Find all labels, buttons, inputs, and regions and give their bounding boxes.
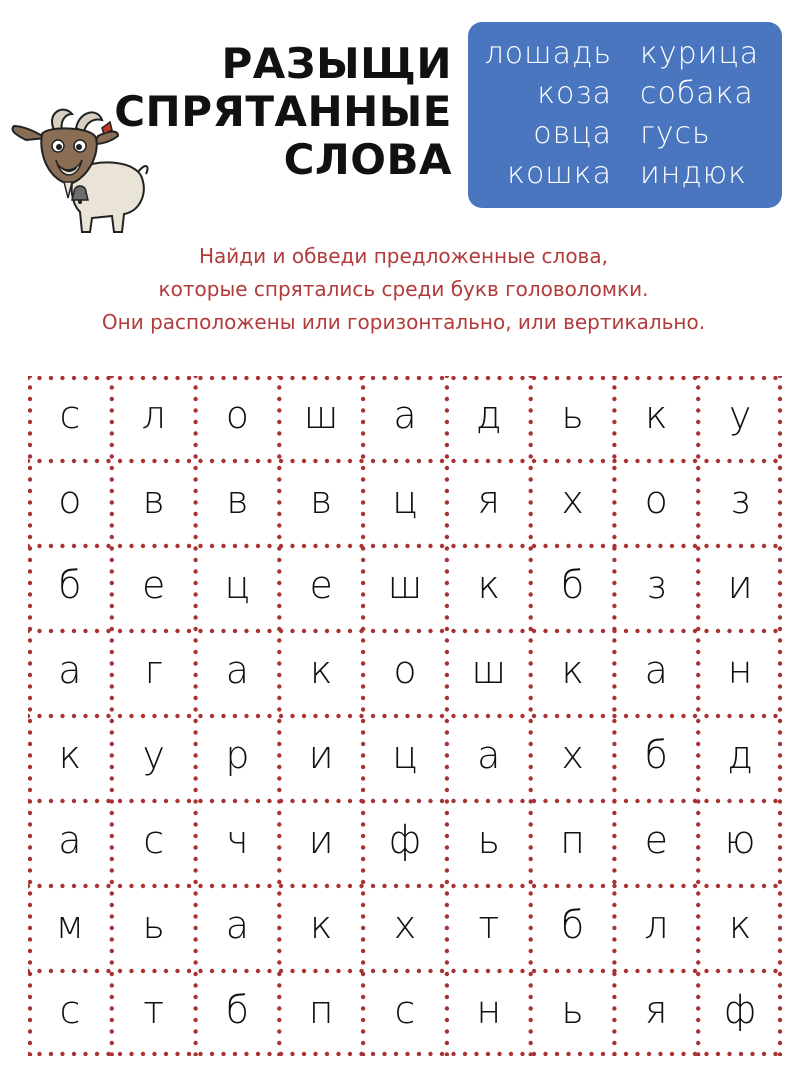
grid-dot — [778, 1052, 782, 1056]
word-item: кошка — [507, 156, 612, 191]
grid-dot — [198, 1052, 202, 1056]
grid-letter-cell[interactable]: л — [141, 392, 166, 437]
grid-letter-cell[interactable]: м — [55, 902, 85, 947]
grid-letter-cell[interactable]: ь — [561, 392, 584, 437]
grid-dot — [210, 1052, 214, 1056]
grid-letter-cell[interactable]: б — [560, 902, 585, 947]
grid-dot — [193, 1052, 197, 1056]
word-list-right-column — [640, 34, 759, 194]
grid-dot — [325, 1052, 329, 1056]
grid-letter-cell[interactable]: ч — [226, 817, 249, 862]
instruction-line-3: Они расположены или горизонтально, или вертикально. — [101, 310, 706, 334]
grid-dot — [543, 1052, 547, 1056]
grid-dot — [727, 1052, 731, 1056]
grid-letter-cell[interactable]: е — [309, 562, 333, 607]
grid-dot — [290, 1052, 294, 1056]
grid-dot — [49, 1052, 53, 1056]
grid-dot — [361, 454, 365, 458]
grid-letter-cell[interactable]: б — [560, 562, 585, 607]
grid-dot — [141, 1052, 145, 1056]
grid-dot — [28, 454, 32, 458]
word-item: овца — [533, 116, 612, 151]
grid-letter-cell[interactable]: х — [393, 902, 417, 947]
grid-letter-cell[interactable]: у — [728, 392, 752, 437]
grid-letter-cell[interactable]: к — [645, 392, 668, 437]
grid-dot — [348, 1052, 352, 1056]
grid-letter-cell[interactable]: т — [478, 902, 500, 947]
grid-letter-cell[interactable]: к — [309, 647, 333, 692]
grid-letter-cell[interactable]: д — [475, 392, 502, 437]
grid-dot — [233, 1052, 237, 1056]
grid-dot — [277, 454, 281, 458]
instruction-line-1: Найди и обведи предложенные слова, — [199, 244, 608, 268]
grid-dot — [716, 1052, 720, 1056]
grid-letter-cell[interactable]: а — [225, 647, 250, 692]
grid-dot — [428, 1052, 432, 1056]
grid-letter-cell[interactable]: к — [728, 902, 752, 947]
grid-dot — [612, 454, 616, 458]
grid-letter-cell[interactable]: у — [142, 732, 165, 777]
grid-letter-cell[interactable]: б — [58, 562, 82, 607]
grid-dot — [371, 1052, 375, 1056]
grid-letter-cell[interactable]: и — [308, 732, 334, 777]
grid-dot — [647, 1052, 651, 1056]
grid-letter-cell[interactable]: я — [645, 987, 668, 1032]
grid-letter-cell[interactable]: н — [727, 647, 753, 692]
grid-letter-cell[interactable]: ю — [724, 817, 756, 862]
grid-letter-cell[interactable]: з — [646, 562, 667, 607]
grid-dot — [762, 1052, 766, 1056]
grid-dot — [110, 454, 114, 458]
grid-dot — [129, 1052, 133, 1056]
word-item: курица — [640, 36, 760, 71]
header — [0, 0, 807, 235]
grid-letter-cell[interactable]: л — [644, 902, 669, 947]
word-list-box — [468, 22, 782, 208]
grid-letter-cell[interactable]: г — [144, 647, 164, 692]
grid-letter-cell[interactable]: ц — [392, 732, 418, 777]
grid-letter-cell[interactable]: ц — [392, 477, 418, 522]
grid-dot — [37, 1052, 41, 1056]
grid-dot — [405, 1052, 409, 1056]
grid-letter-cell[interactable]: я — [477, 477, 501, 522]
grid-letter-cell[interactable]: а — [477, 732, 501, 777]
grid-letter-cell[interactable]: х — [561, 732, 584, 777]
grid-dot — [187, 1052, 191, 1056]
grid-dot — [778, 454, 782, 458]
grid-letter-cell[interactable]: е — [141, 562, 166, 607]
grid-dot — [658, 1052, 662, 1056]
grid-letter-cell[interactable]: ь — [477, 817, 500, 862]
grid-dot — [601, 1052, 605, 1056]
grid-letter-cell[interactable]: к — [309, 902, 333, 947]
grid-dot — [221, 1052, 225, 1056]
grid-letter-cell[interactable]: т — [143, 987, 165, 1032]
word-item: собака — [640, 76, 754, 111]
grid-letter-cell[interactable]: и — [308, 817, 334, 862]
grid-dot — [302, 1052, 306, 1056]
grid-letter-cell[interactable]: а — [58, 647, 82, 692]
word-list-left-column — [485, 34, 612, 194]
grid-dot — [244, 1052, 248, 1056]
grid-letter-cell[interactable]: х — [561, 477, 584, 522]
word-item: коза — [537, 76, 612, 111]
grid-dot — [773, 1052, 777, 1056]
word-item: индюк — [640, 156, 747, 191]
grid-letter-cell[interactable]: а — [225, 902, 250, 947]
grid-dot — [635, 1052, 639, 1056]
instruction-line-2: которые спрятались среди букв головоломки. — [158, 277, 649, 301]
grid-dot — [336, 1052, 340, 1056]
grid-letter-cell[interactable]: в — [310, 477, 333, 522]
title-line-2: СПРЯТАННЫЕ — [114, 87, 452, 136]
grid-dot — [681, 1052, 685, 1056]
grid-letter-cell[interactable]: ш — [387, 562, 423, 607]
grid-letter-cell[interactable]: о — [225, 392, 250, 437]
grid-dot — [497, 1052, 501, 1056]
grid-letter-cell[interactable]: к — [58, 732, 82, 777]
page-title — [72, 40, 452, 184]
grid-dot — [566, 1052, 570, 1056]
grid-dot — [83, 1052, 87, 1056]
grid-dot — [451, 1052, 455, 1056]
grid-dot — [696, 454, 700, 458]
grid-letter-cell[interactable]: к — [477, 562, 501, 607]
grid-letter-cell[interactable]: о — [58, 477, 82, 522]
grid-dot — [624, 1052, 628, 1056]
grid-dot — [394, 1052, 398, 1056]
grid-letter-cell[interactable]: о — [644, 477, 668, 522]
grid-letter-cell[interactable]: ц — [224, 562, 251, 607]
grid-letter-cell[interactable]: с — [394, 987, 416, 1032]
grid-letter-cell[interactable]: з — [729, 477, 751, 522]
grid-letter-cell[interactable]: ш — [471, 647, 507, 692]
grid-dot — [417, 1052, 421, 1056]
grid-dot — [164, 1052, 168, 1056]
grid-letter-cell[interactable]: ь — [561, 987, 584, 1032]
grid-letter-cell[interactable]: а — [393, 392, 417, 437]
grid-dot — [118, 1052, 122, 1056]
grid-letter-cell[interactable]: с — [59, 392, 81, 437]
grid-letter-cell[interactable]: ф — [388, 817, 422, 862]
grid-letter-cell[interactable]: с — [59, 987, 81, 1032]
letter-grid — [28, 376, 782, 1056]
grid-dot — [589, 1052, 593, 1056]
grid-dot — [60, 1052, 64, 1056]
grid-dot — [445, 454, 449, 458]
grid-letter-cell[interactable]: б — [644, 732, 668, 777]
grid-letter-cell[interactable]: а — [58, 817, 82, 862]
grid-dot — [474, 1052, 478, 1056]
grid-dot — [509, 1052, 513, 1056]
grid-letter-cell[interactable]: р — [225, 732, 250, 777]
title-line-1: РАЗЫЩИ — [221, 39, 452, 88]
grid-dot — [486, 1052, 490, 1056]
grid-dot — [72, 1052, 76, 1056]
grid-letter-cell[interactable]: в — [226, 477, 249, 522]
grid-dot — [28, 1052, 32, 1056]
grid-letter-cell[interactable]: с — [143, 817, 165, 862]
grid-letter-cell[interactable]: и — [727, 562, 753, 607]
grid-dot — [382, 1052, 386, 1056]
grid-dot — [529, 454, 533, 458]
grid-letter-cell[interactable]: ь — [142, 902, 165, 947]
grid-letter-cell[interactable]: д — [727, 732, 753, 777]
grid-dot — [445, 1052, 449, 1056]
grid-dot — [440, 1052, 444, 1056]
grid-letter-cell[interactable]: о — [393, 647, 417, 692]
grid-dot — [704, 1052, 708, 1056]
grid-letter-cell[interactable]: н — [476, 987, 502, 1032]
word-item: лошадь — [484, 36, 612, 71]
grid-dot — [256, 1052, 260, 1056]
grid-dot — [670, 1052, 674, 1056]
grid-dot — [463, 1052, 467, 1056]
grid-letter-cell[interactable]: ф — [723, 987, 757, 1032]
grid-dot — [193, 454, 197, 458]
grid-letter-cell[interactable]: ш — [303, 392, 339, 437]
grid-dot — [578, 1052, 582, 1056]
grid-dot — [152, 1052, 156, 1056]
grid-dot — [313, 1052, 317, 1056]
grid-dot — [750, 1052, 754, 1056]
grid-dot — [95, 1052, 99, 1056]
grid-letter-cell[interactable]: п — [560, 817, 586, 862]
title-line-3: СЛОВА — [283, 135, 452, 184]
grid-letter-cell[interactable]: е — [644, 817, 668, 862]
grid-letter-cell[interactable]: к — [561, 647, 584, 692]
grid-letter-cell[interactable]: б — [225, 987, 250, 1032]
grid-dot — [555, 1052, 559, 1056]
grid-dot — [520, 1052, 524, 1056]
grid-letter-cell[interactable]: а — [644, 647, 668, 692]
grid-letter-cell[interactable]: в — [142, 477, 165, 522]
grid-dot — [175, 1052, 179, 1056]
instructions — [0, 240, 807, 339]
grid-letter-cell[interactable]: п — [308, 987, 334, 1032]
word-item: гусь — [640, 116, 711, 151]
grid-dot — [267, 1052, 271, 1056]
grid-dot — [739, 1052, 743, 1056]
